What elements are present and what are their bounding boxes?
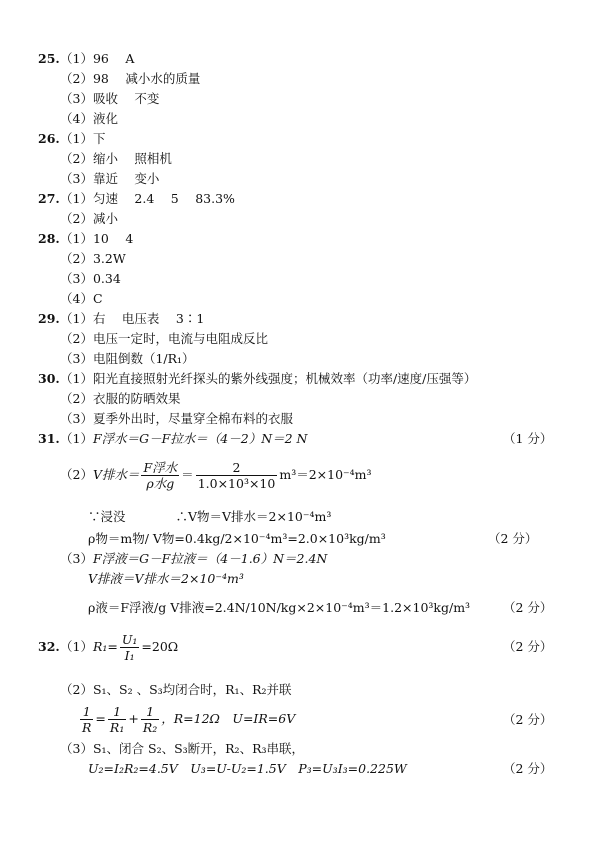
q32-part1-label: （1） <box>60 639 93 654</box>
q27-part2: （2）减小 <box>60 211 118 226</box>
q32-part2-fraction-r2 <box>141 704 159 735</box>
q32-part2-f2-top: 1 <box>108 704 126 720</box>
q31-part2-formula <box>60 458 372 492</box>
q32-part2-fraction-r <box>80 704 93 735</box>
q30-part1: （1）阳光直接照射光纤探头的紫外线强度；机械效率（功率/速度/压强等） <box>60 371 477 386</box>
q31-part2-equals: ＝ <box>181 467 194 482</box>
q32-part2-score: （2 分） <box>503 712 553 727</box>
q32-part2-f2-bottom: R₁ <box>109 720 125 735</box>
q32-part1-frac-bottom: I₁ <box>124 648 135 663</box>
q26-part3: （3）靠近 变小 <box>60 171 160 186</box>
q25-part2: （2）98 减小水的质量 <box>60 71 201 86</box>
q32-number: 32. <box>38 639 60 654</box>
q31-part2-lhs: V排水＝ <box>92 467 140 482</box>
q32-part1-fraction <box>120 632 140 663</box>
q30-number: 30. <box>38 371 60 386</box>
q32-part2-f1-bottom: R <box>82 720 92 735</box>
q32-part2-line1 <box>60 682 292 698</box>
q32-part2-plus: + <box>128 711 139 726</box>
q27-number: 27. <box>38 191 60 206</box>
q29-number: 29. <box>38 311 60 326</box>
q28-number: 28. <box>38 231 60 246</box>
q29-part1: （1）右 电压表 3∶1 <box>60 311 205 326</box>
q31-part2-frac1-bottom: ρ水g <box>146 476 175 491</box>
q31-part1-label: （1） <box>60 431 93 446</box>
q32-part1-score: （2 分） <box>503 639 553 654</box>
q31-part2-frac1-top: F浮水 <box>143 460 178 475</box>
q31-part2-label: （2） <box>60 467 93 482</box>
q32-part2-line1-text: S₁、S₂ 、S₃均闭合时，R₁、R₂并联 <box>92 682 292 697</box>
q31-part1-score: （1 分） <box>503 431 553 446</box>
q25-part3: （3）吸收 不变 <box>60 91 160 106</box>
q29-part3: （3）电阻倒数（1/R₁） <box>60 351 195 366</box>
q31-part3-line3: ρ液＝F浮液/g V排液=2.4N/10N/kg×2×10⁻⁴m³＝1.2×10³kg/m³ <box>88 600 471 615</box>
q32-part2-f3-top: 1 <box>141 704 159 720</box>
q31-part2-score: （2 分） <box>488 531 538 546</box>
q31-part2-fraction-1 <box>141 460 179 491</box>
q32-part1-rhs: =20Ω <box>141 639 179 654</box>
q25-part1: （1）96 A <box>60 51 135 66</box>
q32-part2-equals: = <box>95 711 106 726</box>
q31-part3-label: （3） <box>60 551 93 566</box>
q26-number: 26. <box>38 131 60 146</box>
q32-part1-formula <box>60 628 178 666</box>
q32-part1-lhs: R₁= <box>92 639 118 654</box>
q31-part3-line1 <box>60 551 327 567</box>
q28-part2: （2）3.2W <box>60 251 126 266</box>
q30-part3: （3）夏季外出时，尽量穿全棉布料的衣服 <box>60 411 293 426</box>
q31-part2-line2: ∵浸没 ∴V物＝V排水＝2×10⁻⁴m³ <box>88 509 332 524</box>
q32-part3-line1 <box>60 741 304 757</box>
q31-part1-formula: F浮水＝G－F拉水＝（4－2）N＝2 N <box>92 431 308 446</box>
q31-part3-line2: V排液＝V排水＝2×10⁻⁴m³ <box>88 571 244 586</box>
q30-part2: （2）衣服的防晒效果 <box>60 391 181 406</box>
q32-part3-score: （2 分） <box>503 761 553 776</box>
q31-part2-fraction-2 <box>196 460 278 491</box>
q31-part3-line1-text: F浮液＝G－F拉液＝（4－1.6）N＝2.4N <box>92 551 328 566</box>
q32-part2-f1-top: 1 <box>80 704 93 720</box>
q32-part2-formula <box>78 702 295 736</box>
q25-number: 25. <box>38 51 60 66</box>
q31-part2-frac2-bottom: 1.0×10³×10 <box>197 476 276 491</box>
q32-part2-rest: ，R=12Ω U=IR=6V <box>161 711 296 726</box>
q31-part2-frac2-top: 2 <box>196 460 278 476</box>
q26-part2: （2）缩小 照相机 <box>60 151 172 166</box>
q31-part1 <box>60 431 308 447</box>
q29-part2: （2）电压一定时，电流与电阻成反比 <box>60 331 268 346</box>
q32-part2-label: （2） <box>60 682 93 697</box>
q25-part4: （4）液化 <box>60 111 118 126</box>
q28-part4: （4）C <box>60 291 103 306</box>
q32-part3-label: （3） <box>60 741 93 756</box>
q28-part1: （1）10 4 <box>60 231 134 246</box>
q32-part1-frac-top: U₁ <box>121 632 138 647</box>
q27-part1: （1）匀速 2.4 5 83.3% <box>60 191 235 206</box>
q31-part2-line3: ρ物＝m物/ V物=0.4kg/2×10⁻⁴m³=2.0×10³kg/m³ <box>88 531 386 546</box>
q28-part3: （3）0.34 <box>60 271 121 286</box>
q32-part3-line2: U₂=I₂R₂=4.5V U₃=U-U₂=1.5V P₃=U₃I₃=0.225W <box>88 761 407 776</box>
q32-part2-f3-bottom: R₂ <box>142 720 158 735</box>
q32-part3-line1-text: S₁、闭合 S₂、S₃断开，R₂、R₃串联， <box>92 741 304 756</box>
q31-part3-score: （2 分） <box>503 600 553 615</box>
q32-part2-fraction-r1 <box>108 704 126 735</box>
q26-part1: （1）下 <box>60 131 106 146</box>
q31-number: 31. <box>38 431 60 446</box>
q31-part2-rhs: m³＝2×10⁻⁴m³ <box>279 467 372 482</box>
